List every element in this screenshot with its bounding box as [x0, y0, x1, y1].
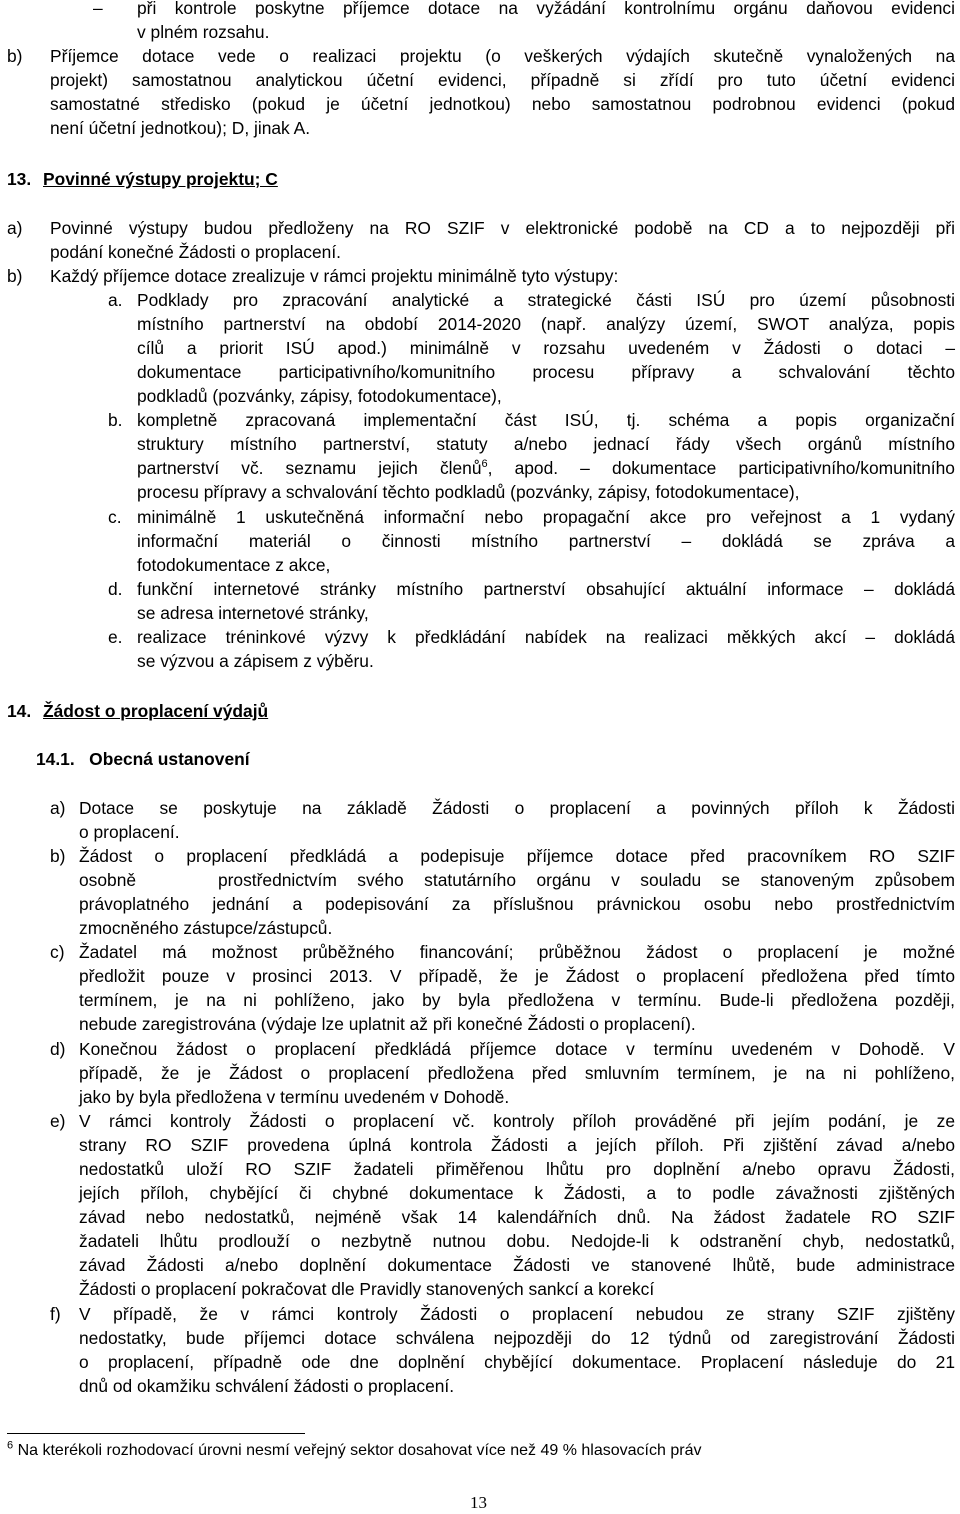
text-line: dnů od okamžiku schválení žádosti o proplacení. [79, 1376, 455, 1396]
text-segment: partnerství vč. seznamu jejich členů [137, 458, 482, 478]
text-line: minimálně 1 uskutečněná informační nebo propagační akce pro veřejnost a 1 vydaný [137, 507, 955, 527]
section-13-heading: Povinné výstupy projektu; C [43, 169, 278, 189]
list-label: d) [50, 1039, 66, 1059]
text-line: jako by byla předložena v termínu uvedeném v Dohodě. [79, 1087, 510, 1107]
text-line: podání konečné Žádosti o proplacení. [50, 242, 342, 262]
list-label: c) [50, 942, 65, 962]
text-line: se výzvou a zápisem z výběru. [137, 651, 374, 671]
text-line: žadateli lhůtu prodlouží o nezbytně nutnou dobu. Nedojde-li k odstranění chyb, nedostatků, [79, 1231, 955, 1251]
list-label: a) [50, 798, 66, 818]
text-line: struktury místního partnerství, statuty a/nebo jednací řády všech orgánů místního [137, 434, 955, 454]
text-line: nedostatků uloží RO SZIF žadateli přiměřenou lhůtu pro doplnění a/nebo opravu Žádosti, [79, 1159, 955, 1179]
section-14-heading: Žádost o proplacení výdajů [43, 701, 269, 721]
list-label: b) [7, 266, 23, 286]
sub-list-label: e. [108, 627, 123, 647]
text-line: Povinné výstupy budou předloženy na RO SZIF v elektronické podobě na CD a to nejpozději při [50, 218, 955, 238]
text-line: místního partnerství na období 2014-2020 (např. analýzy území, SWOT analýza, popis [137, 314, 955, 334]
text-line: o proplacení. [79, 822, 180, 842]
text-line: podkladů (pozvánky, zápisy, fotodokumentace), [137, 386, 502, 406]
text-line: Každý příjemce dotace zrealizuje v rámci projektu minimálně tyto výstupy: [50, 266, 619, 286]
text-line: projekt) samostatnou analytickou účetní evidenci, případně si zřídí pro tuto účetní evidenci [50, 70, 955, 90]
sub-list-label: a. [108, 290, 123, 310]
text-line: závad nebo nedostatků, nejméně však 14 kalendářních dnů. Na žádost žadatele RO SZIF [79, 1207, 955, 1227]
list-label: b) [7, 46, 23, 66]
text-line: V rámci kontroly Žádosti o proplacení vč. kontroly příloh prováděné při jejím podání, je ze [79, 1111, 955, 1131]
text-line: právoplatného jednání a podepisování za příslušnou právnickou osobu nebo prostřednictvím [79, 894, 955, 914]
section-14-number: 14. [7, 701, 32, 721]
text-line: V případě, že v rámci kontroly Žádosti o proplacení nebudou ze strany SZIF zjištěny [79, 1304, 955, 1324]
text-line: realizace tréninkové výzvy k předkládání nabídek na realizaci měkkých akcí – dokládá [137, 627, 955, 647]
list-label: a) [7, 218, 23, 238]
text-line: se adresa internetové stránky, [137, 603, 369, 623]
text-line: dokumentace participativního/komunitního procesu přípravy a schvalování těchto [137, 362, 955, 382]
list-label: e) [50, 1111, 66, 1131]
text-line: Konečnou žádost o proplacení předkládá příjemce dotace v termínu uvedeném v Dohodě. V [79, 1039, 955, 1059]
text-line: strany RO SZIF provedena úplná kontrola Žádosti a jejích příloh. Při zjištění závad a/nebo [79, 1135, 955, 1155]
text-line: nedostatky, bude příjemci dotace schválena nejpozději do 12 týdnů od zaregistrování Žádosti [79, 1328, 955, 1348]
text-line: termínem, je na ni pohlíženo, jako by byla předložena v termínu. Bude-li předložena později, [79, 990, 955, 1010]
text-line: Žádosti o proplacení pokračovat dle Pravidly stanovených sankcí a korekcí [79, 1279, 655, 1299]
text-line: fotodokumentace z akce, [137, 555, 331, 575]
subsection-14-1-heading: 14.1. Obecná ustanovení [36, 749, 250, 769]
text-line: samostatné středisko (pokud je účetní jednotkou) nebo samostatnou podrobnou evidenci (pokud [50, 94, 955, 114]
text-line: Podklady pro zpracování analytické a strategické části ISÚ pro území působnosti [137, 290, 955, 310]
text-line: kompletně zpracovaná implementační část ISÚ, tj. schéma a popis organizační [137, 410, 955, 430]
text-line: nebude zaregistrována (výdaje lze uplatnit až při konečné Žádosti o proplacení). [79, 1014, 696, 1034]
text-line-with-footnote [137, 456, 955, 480]
footnote-separator [7, 1433, 305, 1434]
text-line: Příjemce dotace vede o realizaci projektu (o veškerých výdajích skutečně vynaložených na [50, 46, 955, 66]
sub-list-label: b. [108, 410, 123, 430]
text-line: o proplacení, případně ode dne doplnění chybějící dokumentace. Proplacení následuje do 21 [79, 1352, 955, 1372]
footnote-text: Na kterékoli rozhodovací úrovni nesmí veřejný sektor dosahovat více než 49 % hlasovacích práv [13, 1442, 702, 1459]
text-line: zmocněného zástupce/zástupců. [79, 918, 333, 938]
text-line: Dotace se poskytuje na základě Žádosti o proplacení a povinných příloh k Žádosti [79, 798, 955, 818]
text-line: jejích příloh, chybějící či chybné dokumentace k Žádosti, a to podle závažnosti zjištěných [79, 1183, 955, 1203]
text-line: procesu přípravy a schvalování těchto podkladů (pozvánky, zápisy, fotodokumentace), [137, 482, 800, 502]
text-line: není účetní jednotkou); D, jinak A. [50, 118, 311, 138]
text-line: Žadatel má možnost průběžného financování; průběžnou žádost o proplacení je možné [79, 942, 955, 962]
footnote-ref: 6 [481, 458, 488, 471]
sub-list-label: c. [108, 507, 122, 527]
footnote-number: 6 [7, 1439, 14, 1452]
dash-bullet: – [93, 0, 103, 18]
list-label: f) [50, 1304, 61, 1324]
page-number: 13 [470, 1493, 487, 1512]
text-line: Žádost o proplacení předkládá a podepisuje příjemce dotace před pracovníkem RO SZIF [79, 846, 955, 866]
text-line: předložit pouze v prosinci 2013. V případě, že je Žádost o proplacení předložena před tímto [79, 966, 955, 986]
sub-list-label: d. [108, 579, 123, 599]
text-line: závad Žádosti a/nebo doplnění dokumentace Žádosti ve stanovené lhůtě, bude administrace [79, 1255, 955, 1275]
text-line: případě, že je Žádost o proplacení předložena před smluvním termínem, je na ni pohlíženo, [79, 1063, 955, 1083]
text-line: osobně prostřednictvím svého statutárního orgánu v souladu se stanoveným způsobem [79, 870, 955, 890]
section-13-number: 13. [7, 169, 32, 189]
text-segment: , apod. – dokumentace participativního/komunitního [487, 458, 955, 478]
list-label: b) [50, 846, 66, 866]
footnote [7, 1440, 701, 1462]
text-line: cílů a priorit ISÚ apod.) minimálně v rozsahu uvedeném v Žádosti o dotaci – [137, 338, 955, 358]
text-line: funkční internetové stránky místního partnerství obsahující aktuální informace – dokládá [137, 579, 955, 599]
text-line: informační materiál o činnosti místního partnerství – dokládá se zpráva a [137, 531, 955, 551]
text-line: v plném rozsahu. [137, 22, 270, 42]
text-line: při kontrole poskytne příjemce dotace na vyžádání kontrolnímu orgánu daňovou evidenci [137, 0, 955, 18]
